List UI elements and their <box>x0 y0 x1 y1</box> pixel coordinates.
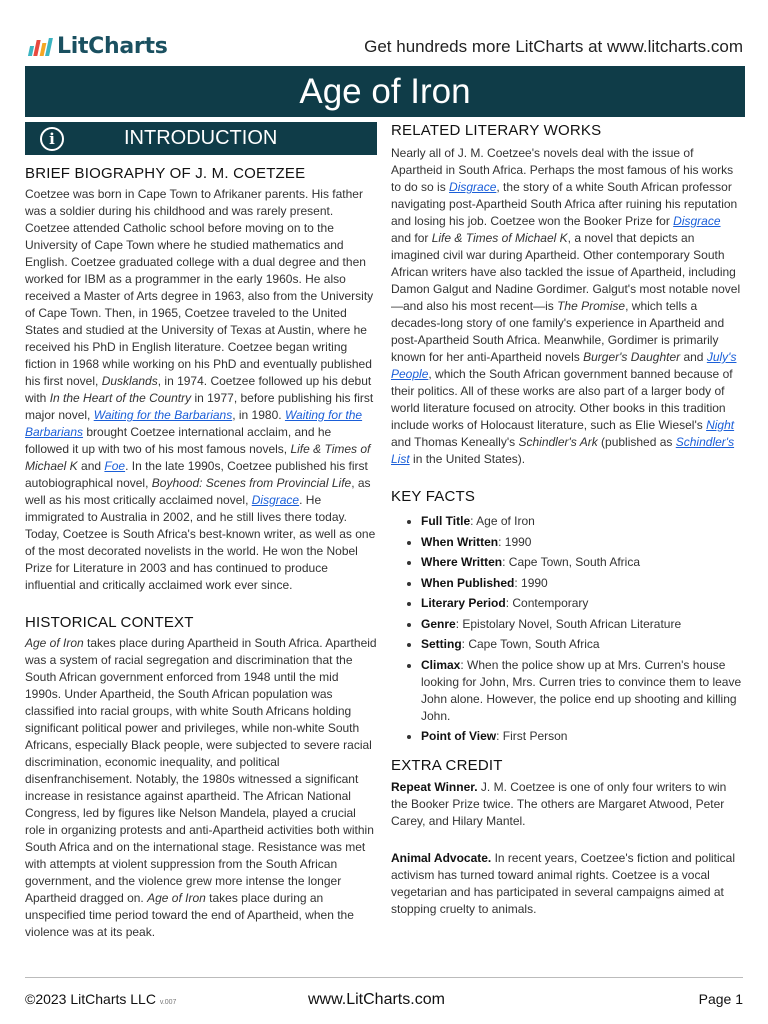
extra-credit-heading: EXTRA CREDIT <box>391 757 503 774</box>
extra-credit-title: Repeat Winner. <box>391 780 478 794</box>
left-column <box>25 122 377 941</box>
litcharts-logo[interactable] <box>29 34 168 59</box>
key-fact-separator: : <box>505 596 513 610</box>
introduction-bar <box>25 122 377 155</box>
key-fact-label: Literary Period <box>421 596 506 610</box>
extra-credit-text: J. M. Coetzee is one of only four writers to win the Booker Prize twice. The others are Margaret Atwood, Peter Carey, and Hilary Mantel. <box>391 780 727 828</box>
book-title: In the Heart of the Country <box>49 391 192 405</box>
footer-site-link[interactable]: www.LitCharts.com <box>308 991 445 1008</box>
key-fact-separator: : <box>455 616 463 631</box>
key-fact-value: First Person <box>502 729 568 743</box>
key-fact-label: Full Title <box>421 514 471 528</box>
key-fact-label: Where Written <box>421 555 503 569</box>
key-fact-separator: : <box>514 575 522 590</box>
book-title: The Promise <box>557 299 626 313</box>
book-link[interactable]: Disgrace <box>251 493 300 507</box>
text-run: , as well as his most critically acclaimed novel, <box>25 476 371 507</box>
book-title: Schindler's Ark <box>518 435 598 449</box>
text-run: Nearly all of J. M. Coetzee's novels deal with the issue of Apartheid in South Africa. Perhaps the most famous of his works to do so is <box>391 146 734 194</box>
key-fact-separator: : <box>502 555 509 569</box>
key-fact-item <box>421 554 743 571</box>
book-title: Life & Times of Michael K <box>431 231 568 245</box>
text-run: brought Coetzee international acclaim, and he followed it up with two of his most famous novels, <box>25 425 332 456</box>
text-run: and Thomas Keneally's <box>391 435 519 449</box>
key-fact-item <box>421 575 743 592</box>
version-text: v.007 <box>159 999 177 1006</box>
key-fact-item <box>421 728 743 745</box>
extra-credit-item <box>391 850 743 918</box>
key-fact-label: Point of View <box>421 729 497 743</box>
book-link[interactable]: Night <box>706 418 735 432</box>
related-works-heading: RELATED LITERARY WORKS <box>391 122 602 139</box>
info-icon: i <box>40 127 64 151</box>
historical-context-heading: HISTORICAL CONTEXT <box>25 614 194 631</box>
book-link[interactable]: Foe <box>104 459 126 473</box>
book-title: Age of Iron <box>147 891 206 905</box>
key-fact-separator: : <box>496 729 503 743</box>
key-fact-value: Epistolary Novel, South African Literature <box>462 616 682 631</box>
text-run: takes place during an unspecified time period toward the end of Apartheid, when the violence was at its peak. <box>25 891 354 939</box>
key-fact-item <box>421 534 743 551</box>
extra-credit-list <box>391 779 743 918</box>
key-fact-item <box>421 513 743 530</box>
introduction-heading: INTRODUCTION <box>124 127 278 149</box>
promo-text: Get hundreds more LitCharts at www.litcharts.com <box>364 37 743 56</box>
book-link[interactable]: Schindler's List <box>391 435 735 466</box>
key-fact-separator: : <box>498 534 505 549</box>
text-run: and for <box>391 231 432 245</box>
book-link[interactable]: July's People <box>391 350 737 381</box>
text-run: in the United States). <box>409 452 526 466</box>
extra-credit-title: Animal Advocate. <box>391 851 492 865</box>
key-fact-item <box>421 636 743 653</box>
key-fact-separator: : <box>460 657 468 672</box>
key-fact-label: Setting <box>421 637 462 651</box>
book-title: Life & Times of Michael K <box>25 442 371 473</box>
extra-credit-text: In recent years, Coetzee's fiction and political activism has turned toward animal rights. Coetzee is a vocal vegetarian and has participated in several campaigns aimed at stopping cruelty to animals. <box>391 851 735 916</box>
page-number: Page 1 <box>698 991 743 1007</box>
book-link[interactable]: Waiting for the Barbarians <box>93 408 233 422</box>
text-run: (published as <box>597 435 676 449</box>
key-fact-label: Genre <box>421 616 456 631</box>
key-fact-value: When the police show up at Mrs. Curren's house looking for John, Mrs. Curren tries to convince them to leave John alone. However, the police end up shooting and killing John. <box>421 657 742 723</box>
copyright-text: ©2023 LitCharts LLC <box>25 991 156 1007</box>
key-fact-value: Age of Iron <box>476 514 535 528</box>
text-run: and <box>77 459 105 473</box>
extra-credit-item <box>391 779 743 830</box>
key-fact-separator: : <box>470 514 477 528</box>
biography-text <box>25 186 377 594</box>
text-run: , in 1980. <box>232 408 285 422</box>
text-run: , which the South African government banned because of their politics. All of these works are also part of a larger body of world literature focused on atrocity. Other books in this tradition include works of Holocaust literature, such as Elie Wiesel's <box>391 367 733 432</box>
footer-copyright <box>25 991 176 1007</box>
text-run: and <box>680 350 707 364</box>
key-fact-label: When Written <box>421 534 499 549</box>
text-run: Coetzee was born in Cape Town to Afrikaner parents. His father was a soldier during his childhood and was rarely present. Coetzee attended Catholic school before moving on to the University of Cape Town where he studied mathematics and English. Coetzee graduated college with a dual degree and then worked for IBM as a programmer in the early 1960s. He also received a Master of Arts degree in 1963, also from the University of Cape Town. Then, in 1965, Coetzee traveled to the United States and studied at the University of Texas at Austin, where he received his PhD in English literature. Coetzee began writing fiction in 1968 while working on his PhD and eventually published his first novel, <box>25 187 374 388</box>
book-title: Boyhood: Scenes from Provincial Life <box>151 476 352 490</box>
text-run: , a novel that depicts an imagined civil war during Apartheid. Other contemporary South African writers have also tackled the issue of Apartheid, including Damon Galgut and Nadine Gordimer. Galgut's most notable novel—and also his most recent—is <box>391 231 741 313</box>
right-column <box>391 122 743 938</box>
text-run: takes place during Apartheid in South Africa. Apartheid was a system of racial segregation and discrimination that the South African government enforced from 1948 until the mid 1990s. Under Apartheid, the South African population was classified into racial groups, with white South Africans holding significant political power and privileges, while non-white South Africans, especially Black people, were subjected to severe racial discrimination, economic inequality, and political disenfranchisement. Notably, the 1980s witnessed a significant increase in resistance against apartheid. The African National Congress, led by figures like Nelson Mandela, played a crucial role in organizing protests and anti-Apartheid activities both within South Africa and on the international stage. Resistance was met with attempts at violent suppression from the South African government, and the violence grew more intense the longer Apartheid dragged on. <box>25 636 377 905</box>
key-fact-value: Cape Town, South Africa <box>508 555 640 569</box>
historical-context-text <box>25 635 377 941</box>
book-link[interactable]: Disgrace <box>449 180 497 194</box>
key-fact-item <box>421 657 743 725</box>
text-run: , which tells a decades-long story of one family's experience in Apartheid and post-Apartheid South Africa. Meanwhile, Gordimer is primarily known for her anti-Apartheid novels <box>391 299 725 364</box>
key-fact-value: Contemporary <box>512 596 589 610</box>
key-fact-item <box>421 595 743 612</box>
biography-heading: BRIEF BIOGRAPHY OF J. M. COETZEE <box>25 165 306 182</box>
key-fact-label: When Published <box>421 575 515 590</box>
book-title: Burger's Daughter <box>583 350 681 364</box>
book-title: Age of Iron <box>25 636 84 650</box>
key-facts-heading: KEY FACTS <box>391 488 476 505</box>
book-link[interactable]: Waiting for the Barbarians <box>25 408 363 439</box>
document-title: Age of Iron <box>25 66 745 117</box>
key-facts-list <box>391 513 743 745</box>
key-fact-item <box>421 616 743 633</box>
page-header <box>25 34 745 62</box>
logo-bars-icon <box>29 38 51 56</box>
text-run: in 1977, before publishing his first major novel, <box>25 391 374 422</box>
key-fact-value: Cape Town, South Africa <box>468 637 600 651</box>
book-title: Dusklands <box>101 374 158 388</box>
related-works-text <box>391 145 743 468</box>
key-fact-label: Climax <box>421 657 461 672</box>
text-run: . He immigrated to Australia in 2002, and he still lives there today. Today, Coetzee is South Africa's best-known writer, as well as one of the most decorated novelists in the world. He won the Nobel Prize for Literature in 2003 and has continued to produce influential and critically acclaimed work ever since. <box>25 493 376 592</box>
text-run: . In the late 1990s, Coetzee published his first autobiographical novel, <box>25 459 368 490</box>
text-run: , the story of a white South African professor navigating post-Apartheid South Africa after ruining his reputation and losing his job. Coetzee won the Booker Prize for <box>391 180 738 228</box>
book-link[interactable]: Disgrace <box>673 214 721 228</box>
key-fact-separator: : <box>461 637 469 651</box>
logo-text: LitCharts <box>57 34 168 59</box>
footer-divider <box>25 977 743 978</box>
key-fact-value: 1990 <box>504 534 532 549</box>
text-run: , in 1974. Coetzee followed up his debut with <box>25 374 372 405</box>
key-fact-value: 1990 <box>521 575 548 590</box>
